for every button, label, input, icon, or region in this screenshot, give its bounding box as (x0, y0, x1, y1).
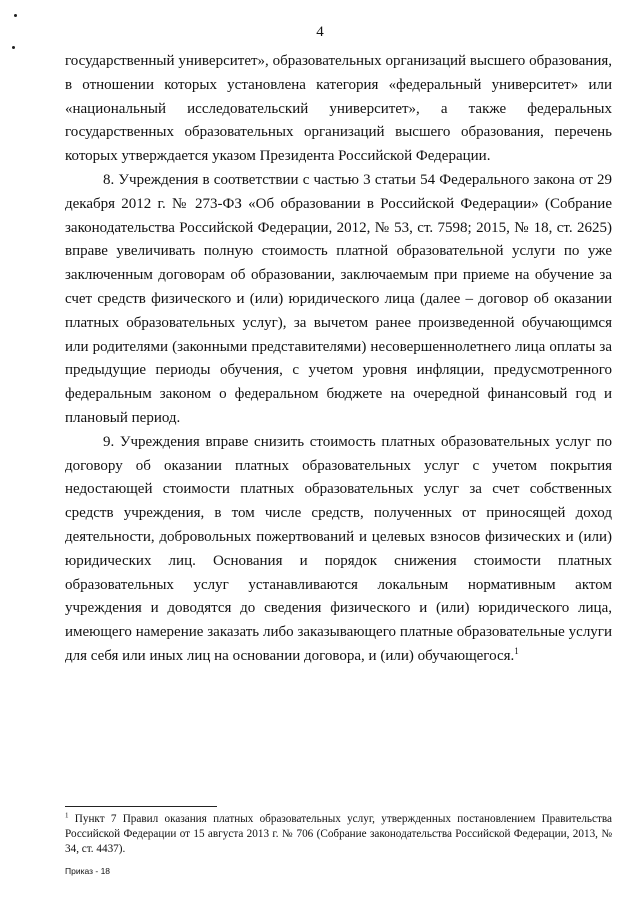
footnote-text: Пункт 7 Правил оказания платных образовательных услуг, утвержденных постановлением Правительства Российской Федерации от 15 августа 2013 г. № 706 (Собрание законодательства Российской Федерации, 2013, № 34, ст. 4437). (65, 813, 612, 855)
scan-speck (14, 14, 17, 17)
page-number: 4 (316, 24, 324, 40)
paragraph-continued: государственный университет», образовательных организаций высшего образования, в отношении которых установлена категория «федеральный университет» или «национальный исследовательский университет», а также федеральных государственных образовательных организаций высшего образования, перечень которых утверждается указом Президента Российской Федерации. (65, 53, 612, 165)
paragraph-9-text: 9. Учреждения вправе снизить стоимость платных образовательных услуг по договору об оказании платных образовательных услуг с учетом покрытия недостающей стоимости платных образовательных услуг за счет собственных средств учреждения, в том числе средств, полученных от приносящей доход деятельности, добровольных пожертвований и целевых взносов физических и (или) юридических лиц. Основания и порядок снижения стоимости платных образовательных услуг устанавливаются локальным нормативным актом учреждения и доводятся до сведения физического и (или) юридического лица, имеющего намерение заказать либо заказывающего платные образовательные услуги для себя или иных лиц на основании договора, и (или) обучающегося. (65, 433, 612, 664)
paragraph-8: 8. Учреждения в соответствии с частью 3 статьи 54 Федерального закона от 29 декабря 2012 г. № 273-ФЗ «Об образовании в Российской Федерации» (Собрание законодательства Российской Федерации, 2012, № 53, ст. 7598; 2015, № 18, ст. 2625) вправе увеличивать полную стоимость платной образовательной услуги по уже заключенным договорам об образовании, заключаемым при приеме на обучение за счет средств физического и (или) юридического лица (далее – договор об оказании платных образовательных услуг), за вычетом ранее произведенной обучающимся или родителями (законными представителями) несовершеннолетнего лица оплаты за предыдущие периоды обучения, с учетом уровня инфляции, предусмотренного федеральным законом о федеральном бюджете на очередной финансовый год и плановый период. (65, 171, 612, 426)
footnote-reference: 1 (514, 645, 519, 656)
paragraph-9 (65, 431, 612, 669)
order-mark: Приказ - 18 (65, 866, 111, 876)
footnote (65, 812, 612, 857)
document-body (65, 50, 612, 669)
scan-speck (12, 46, 15, 49)
footnote-separator (65, 806, 217, 807)
footnote-number: 1 (65, 811, 69, 820)
